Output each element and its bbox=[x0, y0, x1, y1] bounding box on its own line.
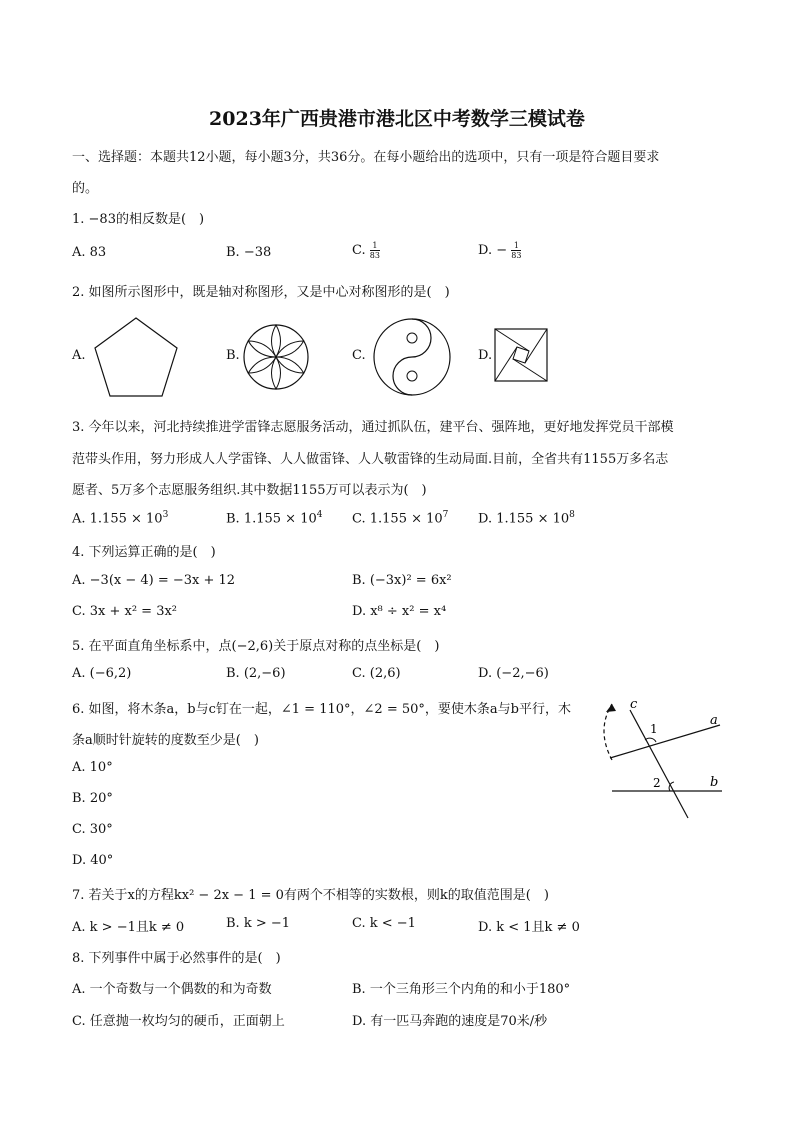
q7-option-c: C. k < −1 bbox=[352, 916, 416, 931]
q1-option-a: A. 83 bbox=[72, 245, 107, 260]
q8-option-b: B. 一个三角形三个内角的和小于180° bbox=[352, 982, 571, 997]
q6-option-d: D. 40° bbox=[72, 853, 114, 868]
q6-option-b: B. 20° bbox=[72, 791, 113, 806]
q4-option-c: C. 3x + x² = 3x² bbox=[72, 604, 178, 619]
q1-option-c: C. $\frac{1}{83}$ bbox=[352, 241, 380, 260]
q3-option-a: A. $1.155 \times 10^3$ bbox=[72, 510, 169, 527]
line-c-label: c bbox=[630, 697, 638, 712]
q4-option-d: D. x⁸ ÷ x² = x⁴ bbox=[352, 604, 447, 619]
q6-stem-line1: 6. 如图，将木条a，b与c钉在一起，∠1 = 110°，∠2 = 50°，要使木条a与b平行，木 bbox=[72, 702, 571, 717]
flower-circle-figure bbox=[242, 323, 310, 391]
angle-2-label: 2 bbox=[653, 776, 661, 790]
q8-stem: 8. 下列事件中属于必然事件的是( ) bbox=[72, 951, 281, 966]
q5-option-a: A. (−6,2) bbox=[72, 666, 132, 681]
q7-option-a: A. k > −1且k ≠ 0 bbox=[72, 920, 185, 935]
q4-stem: 4. 下列运算正确的是( ) bbox=[72, 545, 216, 560]
section-instructions-line2: 的。 bbox=[72, 181, 99, 196]
q2-option-b: B. bbox=[226, 348, 240, 363]
q1-stem: 1. −83的相反数是( ) bbox=[72, 212, 205, 227]
q8-option-d: D. 有一匹马奔跑的速度是70米/秒 bbox=[352, 1014, 548, 1029]
q7-option-d: D. k < 1且k ≠ 0 bbox=[478, 920, 580, 935]
yin-yang-figure bbox=[372, 317, 452, 397]
square-pinwheel-figure bbox=[494, 328, 548, 382]
q4-option-b: B. (−3x)² = 6x² bbox=[352, 573, 452, 588]
q3-option-d: D. $1.155 \times 10^8$ bbox=[478, 510, 575, 527]
q3-option-b: B. $1.155 \times 10^4$ bbox=[226, 510, 323, 527]
q5-option-b: B. (2,−6) bbox=[226, 666, 286, 681]
q6-option-c: C. 30° bbox=[72, 822, 113, 837]
q3-option-c: C. $1.155 \times 10^7$ bbox=[352, 510, 449, 527]
parallel-lines-figure bbox=[590, 690, 730, 825]
q5-stem: 5. 在平面直角坐标系中，点(−2,6)关于原点对称的点坐标是( ) bbox=[72, 639, 440, 654]
page-title: 2023年广西贵港市港北区中考数学三模试卷 bbox=[209, 108, 585, 130]
q6-stem-line2: 条a顺时针旋转的度数至少是( ) bbox=[72, 733, 259, 748]
line-a-label: a bbox=[710, 713, 718, 728]
q3-stem-line1: 3. 今年以来，河北持续推进学雷锋志愿服务活动，通过抓队伍，建平台、强阵地，更好地发挥党员干部模 bbox=[72, 420, 674, 435]
q7-option-b: B. k > −1 bbox=[226, 916, 291, 931]
line-b-label: b bbox=[710, 775, 719, 790]
q1-option-d: D. − $\frac{1}{83}$ bbox=[478, 241, 522, 260]
q4-option-a: A. −3(x − 4) = −3x + 12 bbox=[72, 573, 236, 588]
q8-option-c: C. 任意抛一枚均匀的硬币，正面朝上 bbox=[72, 1014, 285, 1029]
pentagon-figure bbox=[92, 316, 180, 400]
section-instructions-line1: 一、选择题：本题共12小题，每小题3分，共36分。在每小题给出的选项中，只有一项是符合题目要求 bbox=[72, 150, 660, 165]
q5-option-d: D. (−2,−6) bbox=[478, 666, 549, 681]
q2-option-a: A. bbox=[72, 348, 86, 363]
q2-option-c: C. bbox=[352, 348, 366, 363]
q6-option-a: A. 10° bbox=[72, 760, 113, 775]
q7-stem: 7. 若关于x的方程kx² − 2x − 1 = 0有两个不相等的实数根，则k的取值范围是( ) bbox=[72, 888, 549, 903]
q2-stem: 2. 如图所示图形中，既是轴对称图形，又是中心对称图形的是( ) bbox=[72, 285, 450, 300]
q3-stem-line2: 范带头作用，努力形成人人学雷锋、人人做雷锋、人人敬雷锋的生动局面.目前，全省共有1155万多名志 bbox=[72, 452, 669, 467]
q5-option-c: C. (2,6) bbox=[352, 666, 401, 681]
q8-option-a: A. 一个奇数与一个偶数的和为奇数 bbox=[72, 982, 272, 997]
angle-1-label: 1 bbox=[650, 722, 658, 736]
q1-option-b: B. −38 bbox=[226, 245, 272, 260]
q3-stem-line3: 愿者、5万多个志愿服务组织.其中数据1155万可以表示为( ) bbox=[72, 483, 427, 498]
q2-option-d: D. bbox=[478, 348, 493, 363]
